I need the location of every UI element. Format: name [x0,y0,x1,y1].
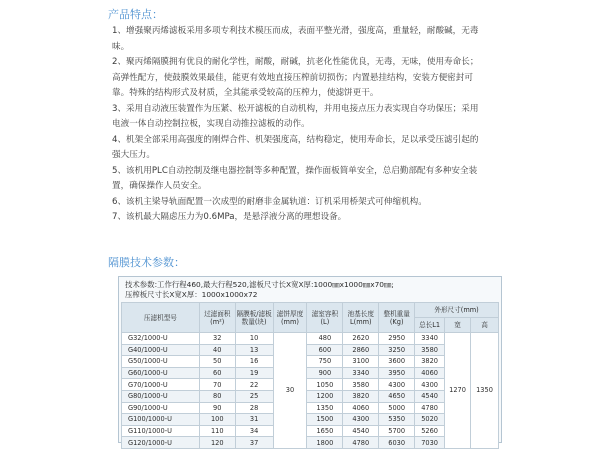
table-cell-weight: 2950 [379,333,415,345]
col-header-model: 压滤机型号 [122,303,200,333]
table-cell-volume: 480 [307,333,343,345]
features-heading: 产品特点： [108,8,163,21]
table-row [122,425,499,437]
col-header-volume: 滤室容积(L) [307,303,343,333]
table-cell-total-length: 4300 [415,379,445,391]
table-cell-area: 40 [199,344,235,356]
table-cell-length: 4300 [343,414,379,426]
table-cell-total-length: 3820 [415,356,445,368]
table-cell-length: 4780 [343,437,379,449]
col-header-area: 过滤面积(m²) [199,303,235,333]
table-cell-model: G50/1000-U [122,356,200,368]
table-cell-total-length: 4540 [415,390,445,402]
table-cell-area: 120 [199,437,235,449]
table-row [122,356,499,368]
table-cell-total-length: 4780 [415,402,445,414]
table-cell-volume: 1200 [307,390,343,402]
table-cell-weight: 3600 [379,356,415,368]
table-cell-total-length: 3580 [415,344,445,356]
table-cell-length: 3820 [343,390,379,402]
table-cell-area: 100 [199,414,235,426]
col-header-weight: 整机重量(Kg) [379,303,415,333]
table-row [122,390,499,402]
table-row [122,414,499,426]
col-header-plates: 隔膜板/滤板数量(块) [235,303,273,333]
table-cell-area: 70 [199,379,235,391]
table-cell-weight: 3250 [379,344,415,356]
table-cell-plates: 13 [235,344,273,356]
feature-item: 3、采用自动液压装置作为压紧、松开滤板的自动机构，并用电接点压力表实现自夺功保压；采用电液一体自动控制拉板，实现自动推拉滤板的动作。 [112,103,479,129]
table-cell-length: 4060 [343,402,379,414]
table-cell-total-length: 4060 [415,367,445,379]
features-list [112,24,482,226]
table-cell-area: 60 [199,367,235,379]
table-cell-length: 3100 [343,356,379,368]
table-cell-model: G110/1000-U [122,425,200,437]
feature-item: 5、该机用PLC自动控制及继电器控制等多种配置，操作面板简单安全，总启勤部配有多种安全装置，确保操作人员安全。 [112,165,478,191]
table-cell-model: G80/1000-U [122,390,200,402]
table-row [122,344,499,356]
table-cell-length: 3580 [343,379,379,391]
table-cell-weight: 5350 [379,414,415,426]
table-info-line: 压榨板尺寸长X宽X厚：1000x1000x72 [125,290,258,299]
table-cell-plates: 28 [235,402,273,414]
table-cell-plates: 31 [235,414,273,426]
table-cell-volume: 900 [307,367,343,379]
table-cell-area: 50 [199,356,235,368]
table-cell-volume: 1050 [307,379,343,391]
table-cell-total-length: 5020 [415,414,445,426]
table-info-line: 技术参数:工作行程460,最大行程520,滤板尺寸长X宽X厚:1000㎜x1000㎜x70㎜; [125,280,394,289]
feature-item: 7、该机最大隔虑压力为0.6MPa，是悬浮液分离的理想设备。 [112,212,347,222]
table-cell-length: 4540 [343,425,379,437]
table-cell-area: 110 [199,425,235,437]
col-header-thickness: 滤饼厚度(mm) [273,303,307,333]
feature-item: 6、该机主梁导轨面配置一次成型的耐磨非金属轨道：订机采用桥架式可伸缩机构。 [112,196,427,207]
table-cell-plates: 37 [235,437,273,449]
table-cell-total-length: 5260 [415,425,445,437]
table-cell-volume: 1350 [307,402,343,414]
table-cell-weight: 3950 [379,367,415,379]
table-row [122,379,499,391]
table-cell-area: 80 [199,390,235,402]
table-cell-volume: 1500 [307,414,343,426]
table-cell-model: G60/1000-U [122,367,200,379]
table-row [122,333,499,345]
table-cell-total-length: 7030 [415,437,445,449]
table-cell-model: G90/1000-U [122,402,200,414]
table-cell-model: G32/1000-U [122,333,200,345]
table-cell-plates: 22 [235,379,273,391]
table-row [122,402,499,414]
table-cell-model: G40/1000-U [122,344,200,356]
specs-table-panel [118,276,502,447]
table-cell-plates: 34 [235,425,273,437]
table-cell-plates: 10 [235,333,273,345]
params-heading: 隔膜技术参数： [108,256,185,269]
col-header-length: 池基长度L(mm) [343,303,379,333]
table-cell-model: G70/1000-U [122,379,200,391]
table-cell-length: 2860 [343,344,379,356]
table-cell-length: 2620 [343,333,379,345]
table-cell-plates: 16 [235,356,273,368]
table-cell-volume: 1800 [307,437,343,449]
table-cell-model: G120/1000-U [122,437,200,449]
table-cell-weight: 5000 [379,402,415,414]
table-cell-height: 1350 [471,333,499,449]
specs-table [121,302,499,449]
feature-item: 4、机架全部采用高强度的刚焊合件、机架强度高，结构稳定，使用寿命长，足以承受压滤引起的强大压力。 [112,134,479,160]
table-cell-plates: 25 [235,390,273,402]
table-cell-plates: 19 [235,367,273,379]
col-header-dims: 外形尺寸(mm) [415,303,499,318]
table-cell-volume: 1650 [307,425,343,437]
col-header-height: 高 [471,318,499,333]
feature-item: 1、增强聚丙烯滤板采用多项专利技术模压而成，表面平整光滑，强度高，重量轻，耐酸碱，无毒味。 [112,26,479,52]
table-cell-weight: 6030 [379,437,415,449]
table-cell-weight: 4300 [379,379,415,391]
table-cell-area: 32 [199,333,235,345]
table-row [122,437,499,449]
table-cell-width: 1270 [445,333,471,449]
col-header-total-length: 总长L1 [415,318,445,333]
table-row [122,367,499,379]
col-header-width: 宽 [445,318,471,333]
table-cell-volume: 600 [307,344,343,356]
table-cell-volume: 750 [307,356,343,368]
table-cell-model: G100/1000-U [122,414,200,426]
table-cell-length: 3340 [343,367,379,379]
table-cell-total-length: 3340 [415,333,445,345]
specs-table-body [122,333,499,449]
table-cell-area: 90 [199,402,235,414]
table-cell-thickness: 30 [273,333,307,449]
feature-item: 2、聚丙烯隔膜拥有优良的耐化学性，耐酸，耐碱，抗老化性能优良，无毒，无味，使用寿命长；高弹性配方，使鼓膜效果最佳，能更有效地直接压榨前切损伤；内置悬挂结构，安装方便密封可靠。特殊的结构形式及材质，全其能承受较高的压榨力，使滤饼更干。 [112,57,479,98]
table-cell-weight: 4650 [379,390,415,402]
table-cell-weight: 5700 [379,425,415,437]
